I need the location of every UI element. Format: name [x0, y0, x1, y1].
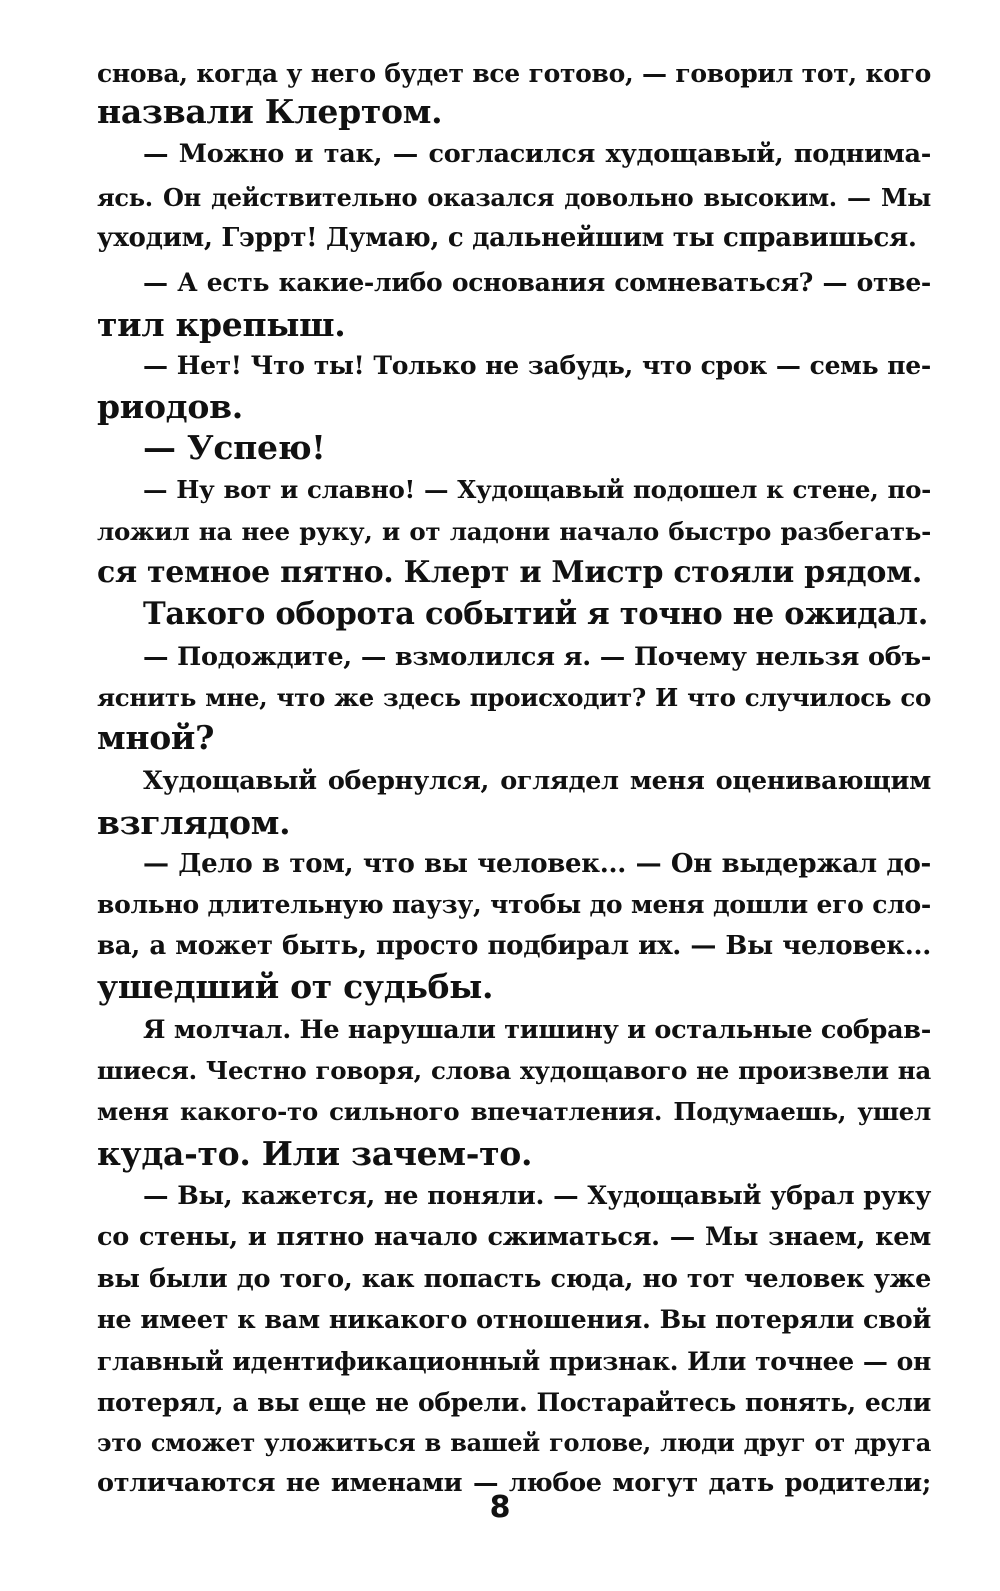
text-line: — Ну вот и славно! — Худощавый подошел к стене, по- [143, 475, 931, 504]
text-line: шиеся. Честно говоря, слова худощавого не произвели на [97, 1056, 931, 1085]
text-line: ложил на нее руку, и от ладони начало быстро разбегать- [97, 517, 931, 546]
text-line: — Успею! [143, 428, 326, 467]
text-line: потерял, а вы еще не обрели. Постарайтесь понять, если [97, 1388, 931, 1417]
text-line: вы были до того, как попасть сюда, но тот человек уже [97, 1264, 931, 1294]
text-line: Худощавый обернулся, оглядел меня оценивающим [143, 766, 931, 796]
text-line: ся темное пятно. Клерт и Мистр стояли рядом. [97, 555, 922, 590]
text-line: уходим, Гэррт! Думаю, с дальнейшим ты справишься. [97, 223, 917, 253]
text-line: снова, когда у него будет все готово, — говорил тот, кого [97, 59, 931, 88]
text-line: куда-то. Или зачем-то. [97, 1134, 533, 1173]
text-line: главный идентификационный признак. Или точнее — он [97, 1347, 931, 1376]
text-line: — Можно и так, — согласился худощавый, поднима- [143, 139, 931, 169]
text-line: ясь. Он действительно оказался довольно высоким. — Мы [97, 183, 931, 212]
page-number: 8 [489, 1490, 511, 1525]
text-line: — Нет! Что ты! Только не забудь, что срок — семь пе- [143, 351, 931, 380]
text-line: ушедший от судьбы. [97, 967, 494, 1006]
text-line: отличаются не именами — любое могут дать родители; [97, 1468, 931, 1498]
text-line: мной? [97, 718, 215, 757]
text-line: — Вы, кажется, не поняли. — Худощавый убрал руку [143, 1181, 931, 1211]
text-line: риодов. [97, 387, 243, 426]
text-line: меня какого-то сильного впечатления. Подумаешь, ушел [97, 1097, 931, 1126]
text-line: Такого оборота событий я точно не ожидал. [143, 596, 929, 632]
text-line: назвали Клертом. [97, 92, 443, 131]
text-line: со стены, и пятно начало сжиматься. — Мы знаем, кем [97, 1222, 931, 1252]
text-line: — Дело в том, что вы человек... — Он выдержал до- [143, 849, 931, 879]
text-line: ва, а может быть, просто подбирал их. — Вы человек... [97, 931, 931, 961]
text-line: тил крепыш. [97, 305, 346, 344]
text-line: Я молчал. Не нарушали тишину и остальные собрав- [143, 1015, 931, 1045]
text-line: — А есть какие-либо основания сомневаться? — отве- [143, 268, 931, 297]
text-line: вольно длительную паузу, чтобы до меня дошли его сло- [97, 890, 931, 919]
text-line: это сможет уложиться в вашей голове, люди друг от друга [97, 1428, 931, 1457]
text-line: взглядом. [97, 803, 291, 842]
text-line: яснить мне, что же здесь происходит? И что случилось со [97, 683, 931, 712]
text-line: не имеет к вам никакого отношения. Вы потеряли свой [97, 1305, 931, 1335]
text-line: — Подождите, — взмолился я. — Почему нельзя объ- [143, 642, 931, 672]
